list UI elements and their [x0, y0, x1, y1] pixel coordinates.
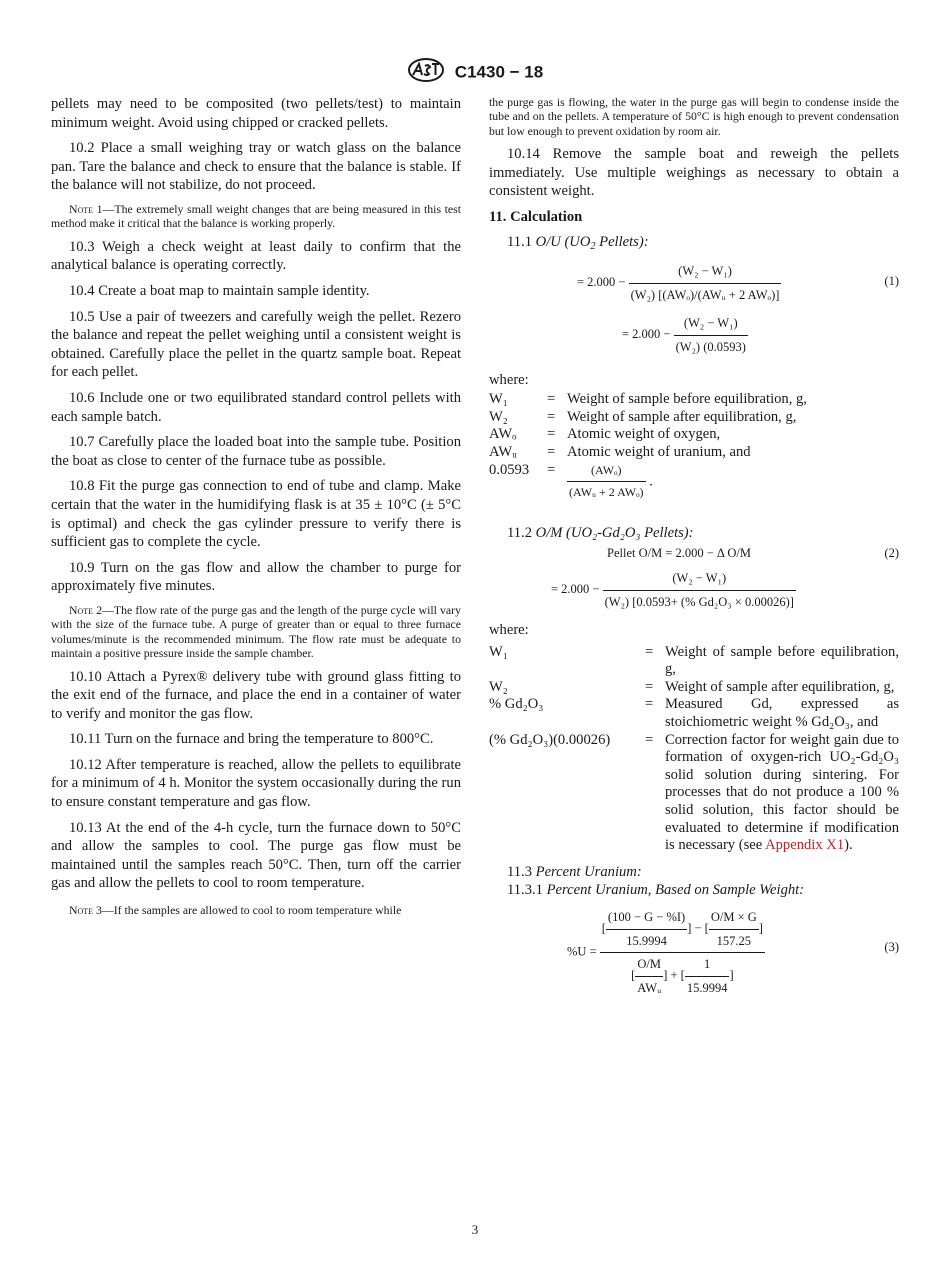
def-symbol: W₂	[489, 408, 508, 425]
definition-row	[489, 679, 899, 697]
where-label: where:	[489, 371, 529, 388]
note-label: Note 2	[69, 602, 103, 617]
eq-prefix: = 2.000 −	[551, 581, 600, 596]
definition-row	[489, 644, 899, 679]
note-3-continued: the purge gas is flowing, the water in the purge gas will begin to condense inside the tube and on the pellets. A temperature of 50°C is high enough to prevent condensation but low enough to prevent oxidation by room air.	[489, 95, 899, 138]
note-1	[51, 202, 461, 231]
definition-row	[489, 444, 807, 462]
subsection-11-1	[489, 233, 899, 257]
note-text: —The extremely small weight changes that are being measured in this test method make it critical that the balance is working properly.	[51, 201, 461, 231]
definitions-1	[489, 391, 807, 502]
eq-denominator: 15.9994	[686, 980, 728, 995]
def-description: $\frac{\text{(AWₒ)}}{\text{(AWᵤ + 2 AWₒ)}}$ .	[567, 462, 807, 502]
equation-number: (2)	[884, 546, 899, 561]
def-tail: ).	[844, 837, 853, 854]
def-description: Weight of sample after equilibration, g,	[665, 678, 895, 695]
eq-numerator: O/M × G	[709, 908, 759, 930]
paragraph: pellets may need to be composited (two pellets/test) to maintain minimum weight. Avoid using chipped or cracked pellets.	[51, 96, 461, 131]
paragraph-10-8: 10.8 Fit the purge gas connection to end of tube and clamp. Make certain that the water in the humidifying flask is at 35 ± 10°C (± 5°C is optimal) and check the gas cylinder pressure to verify there is sufficient gas to complete the cycle.	[51, 478, 461, 551]
eq-fraction	[603, 569, 796, 611]
title-part: O/U (UO	[535, 233, 591, 250]
standard-code: C1430 − 18	[454, 62, 544, 82]
def-symbol: W₁	[489, 391, 508, 408]
subsection-title	[536, 234, 649, 250]
def-equals: =	[645, 678, 654, 695]
subsection-number: 11.3.1	[507, 882, 547, 899]
eq-fraction-a	[606, 908, 687, 950]
subsection-number: 11.2	[507, 524, 532, 541]
note-text: —The flow rate of the purge gas and the length of the purge cycle will vary with the size of the furnace tube. A purge of greater than or equal to three furnace volumes/minute is the recommended minimum. The flow rate must be adequate to maintain a positive pressure inside the sample chamber.	[51, 602, 461, 661]
def-description: Weight of sample before equilibration, g,	[567, 391, 807, 408]
eq-text: Pellet O/M = 2.000 − Δ O/M	[607, 546, 752, 561]
def-equals: =	[645, 696, 654, 713]
equation-number: (1)	[884, 274, 899, 289]
def-equals: =	[547, 426, 556, 443]
def-equals: =	[645, 643, 654, 660]
definition-row	[489, 426, 807, 444]
def-symbol: % Gd₂O₃	[489, 696, 544, 713]
def-equals: =	[547, 461, 556, 478]
eq-main-denominator: [ $\frac{O/M}{\text{AWᵤ}}$ ] + [ $\frac{1}{15.9994}$ ]	[600, 953, 765, 997]
eq-numerator: (W₂ − W₁)	[674, 314, 748, 336]
eq-main-numerator: [ $\frac{(100 - G - \%I)}{15.9994}$ ] − [ $\frac{O/M \times G}{157.25}$ ]	[600, 908, 765, 953]
page-number: 3	[471, 1222, 479, 1237]
subsection-11-3	[489, 863, 899, 882]
definitions-2	[489, 644, 899, 855]
def-symbol: AWₒ	[489, 426, 517, 443]
def-denominator: (AWᵤ + 2 AWₒ)	[569, 485, 644, 500]
def-symbol: W₂	[489, 678, 508, 695]
def-numerator: (AWₒ)	[567, 462, 646, 483]
eq-denominator: (W₂) [0.0593+ (% Gd₂O₃ × 0.00026)]	[604, 594, 794, 609]
definition-row	[489, 732, 899, 855]
def-equals: =	[547, 408, 556, 425]
eq-numerator: (W₂ − W₁)	[629, 262, 782, 284]
subsection-number: 11.3	[507, 863, 536, 880]
definition-row	[489, 696, 899, 731]
subsection-11-2	[489, 524, 899, 543]
def-description: Atomic weight of uranium, and	[567, 443, 751, 460]
definition-row	[489, 462, 807, 502]
equation-3	[489, 908, 899, 997]
subsection-title: O/M (UO₂-Gd₂O₃ Pellets):	[535, 524, 694, 541]
title-part: Pellets):	[595, 233, 649, 250]
paragraph-10-12: 10.12 After temperature is reached, allow the pellets to equilibrate for a minimum of 4 h. Monitor the system occasionally during the run to ensure constant temperature and gas flow.	[51, 756, 461, 811]
eq-lhs: %U =	[567, 944, 597, 959]
paragraph-10-2: 10.2 Place a small weighing tray or watch glass on the balance pan. Tare the balance and check to ensure that the balance is stable. If the balance will not stabilize, do not proceed.	[51, 140, 461, 194]
note-label: Note 3	[69, 903, 102, 918]
eq-denominator: (W₂) (0.0593)	[675, 339, 746, 354]
def-description: Correction factor for weight gain due to formation of oxygen-rich UO₂-Gd₂O₃ solid solution during sintering. For processes that do not produce a 100 % solid solution, this factor should be evaluated to determine if modification is necessary (see Appendix X1).	[665, 731, 899, 854]
eq-main-fraction	[600, 908, 765, 997]
paragraph-10-14: 10.14 Remove the sample boat and reweigh the pellets immediately. Use multiple weighings as necessary to obtain a consistent weight.	[489, 146, 899, 200]
subsection-title: Percent Uranium, Based on Sample Weight:	[546, 882, 805, 899]
eq-denominator: AWᵤ	[637, 980, 662, 995]
def-equals: =	[645, 731, 654, 748]
eq-fraction-c	[635, 955, 663, 997]
eq-numerator: O/M	[635, 955, 663, 977]
eq-numerator: (100 − G − %I)	[606, 908, 687, 930]
eq-fraction-b	[709, 908, 759, 950]
section-heading: 11. Calculation	[489, 209, 583, 225]
where-label: where:	[489, 622, 529, 639]
def-equals: =	[547, 443, 556, 460]
paragraph-10-10: 10.10 Attach a Pyrex® delivery tube with ground glass fitting to the exit end of the furnace, and place the end in a container of water to verify and monitor the gas flow.	[51, 668, 461, 722]
eq-fraction-d	[685, 955, 730, 997]
appendix-link[interactable]: Appendix X1	[765, 837, 845, 854]
subsection-11-3-1	[489, 881, 899, 900]
def-fraction	[567, 462, 646, 502]
definition-row	[489, 391, 807, 409]
paragraph-10-4: 10.4 Create a boat map to maintain sample identity.	[69, 282, 370, 299]
definition-row	[489, 409, 807, 427]
page-header	[0, 58, 950, 87]
def-symbol: 0.0593	[489, 461, 530, 478]
eq-numerator: (W₂ − W₁)	[603, 569, 796, 591]
eq-fraction	[674, 314, 748, 356]
eq-denominator: (W₂) [(AWₒ)/(AWᵤ + 2 AWₒ)]	[630, 287, 780, 302]
note-text: —If the samples are allowed to cool to room temperature while	[101, 903, 402, 918]
eq-prefix: = 2.000 −	[622, 327, 671, 342]
right-column	[489, 95, 899, 997]
def-description: Measured Gd, expressed as stoichiometric weight % Gd₂O₃, and	[665, 696, 899, 731]
paragraph-10-3: 10.3 Weigh a check weight at least daily to confirm that the analytical balance is operating correctly.	[51, 238, 461, 274]
eq-denominator: 15.9994	[626, 933, 667, 948]
equation-number: (3)	[884, 940, 899, 954]
left-column	[51, 95, 461, 924]
eq-denominator: 157.25	[716, 933, 751, 948]
subsection-title: Percent Uranium:	[535, 863, 642, 880]
def-symbol: W₁	[489, 643, 508, 660]
note-3	[51, 903, 461, 917]
note-label: Note 1	[69, 201, 103, 216]
title-subscript: 2	[590, 240, 596, 252]
note-2	[51, 603, 461, 661]
eq-fraction	[629, 262, 782, 304]
def-equals: =	[547, 391, 556, 408]
equation-2b	[489, 569, 899, 611]
subsection-number: 11.1	[507, 233, 532, 250]
def-description: Weight of sample after equilibration, g,	[567, 408, 797, 425]
def-description: Atomic weight of oxygen,	[567, 426, 721, 443]
paragraph-10-13: 10.13 At the end of the 4-h cycle, turn the furnace down to 50°C and allow the samples to cool. The purge gas flow must be maintained until the samples reach 50°C. Then, turn off the carrier gas and allow the pellets to cool to room temperature.	[51, 819, 461, 892]
paragraph-10-11: 10.11 Turn on the furnace and bring the temperature to 800°C.	[69, 731, 434, 748]
def-symbol: (% Gd₂O₃)(0.00026)	[489, 731, 611, 748]
eq-prefix: = 2.000 −	[577, 275, 626, 290]
paragraph-10-6: 10.6 Include one or two equilibrated standard control pellets with each sample batch.	[51, 389, 461, 425]
eq-numerator: 1	[685, 955, 730, 977]
astm-logo-icon	[407, 58, 445, 87]
paragraph-10-5: 10.5 Use a pair of tweezers and carefully weigh the pellet. Rezero the balance and repeat the pellet weighing until a consistent weight is obtained. Carefully place the pellet in the quartz sample boat. Repeat for each pellet.	[51, 308, 461, 381]
equation-1b	[489, 314, 899, 356]
def-symbol: AWᵤ	[489, 443, 517, 460]
def-description: Weight of sample before equilibration, g,	[665, 643, 899, 678]
paragraph-10-9: 10.9 Turn on the gas flow and allow the chamber to purge for approximately five minutes.	[51, 559, 461, 595]
paragraph-10-7: 10.7 Carefully place the loaded boat into the sample tube. Position the boat as close to center of the furnace tube as possible.	[51, 434, 461, 469]
equation-1	[489, 262, 899, 304]
equation-2	[489, 544, 899, 563]
